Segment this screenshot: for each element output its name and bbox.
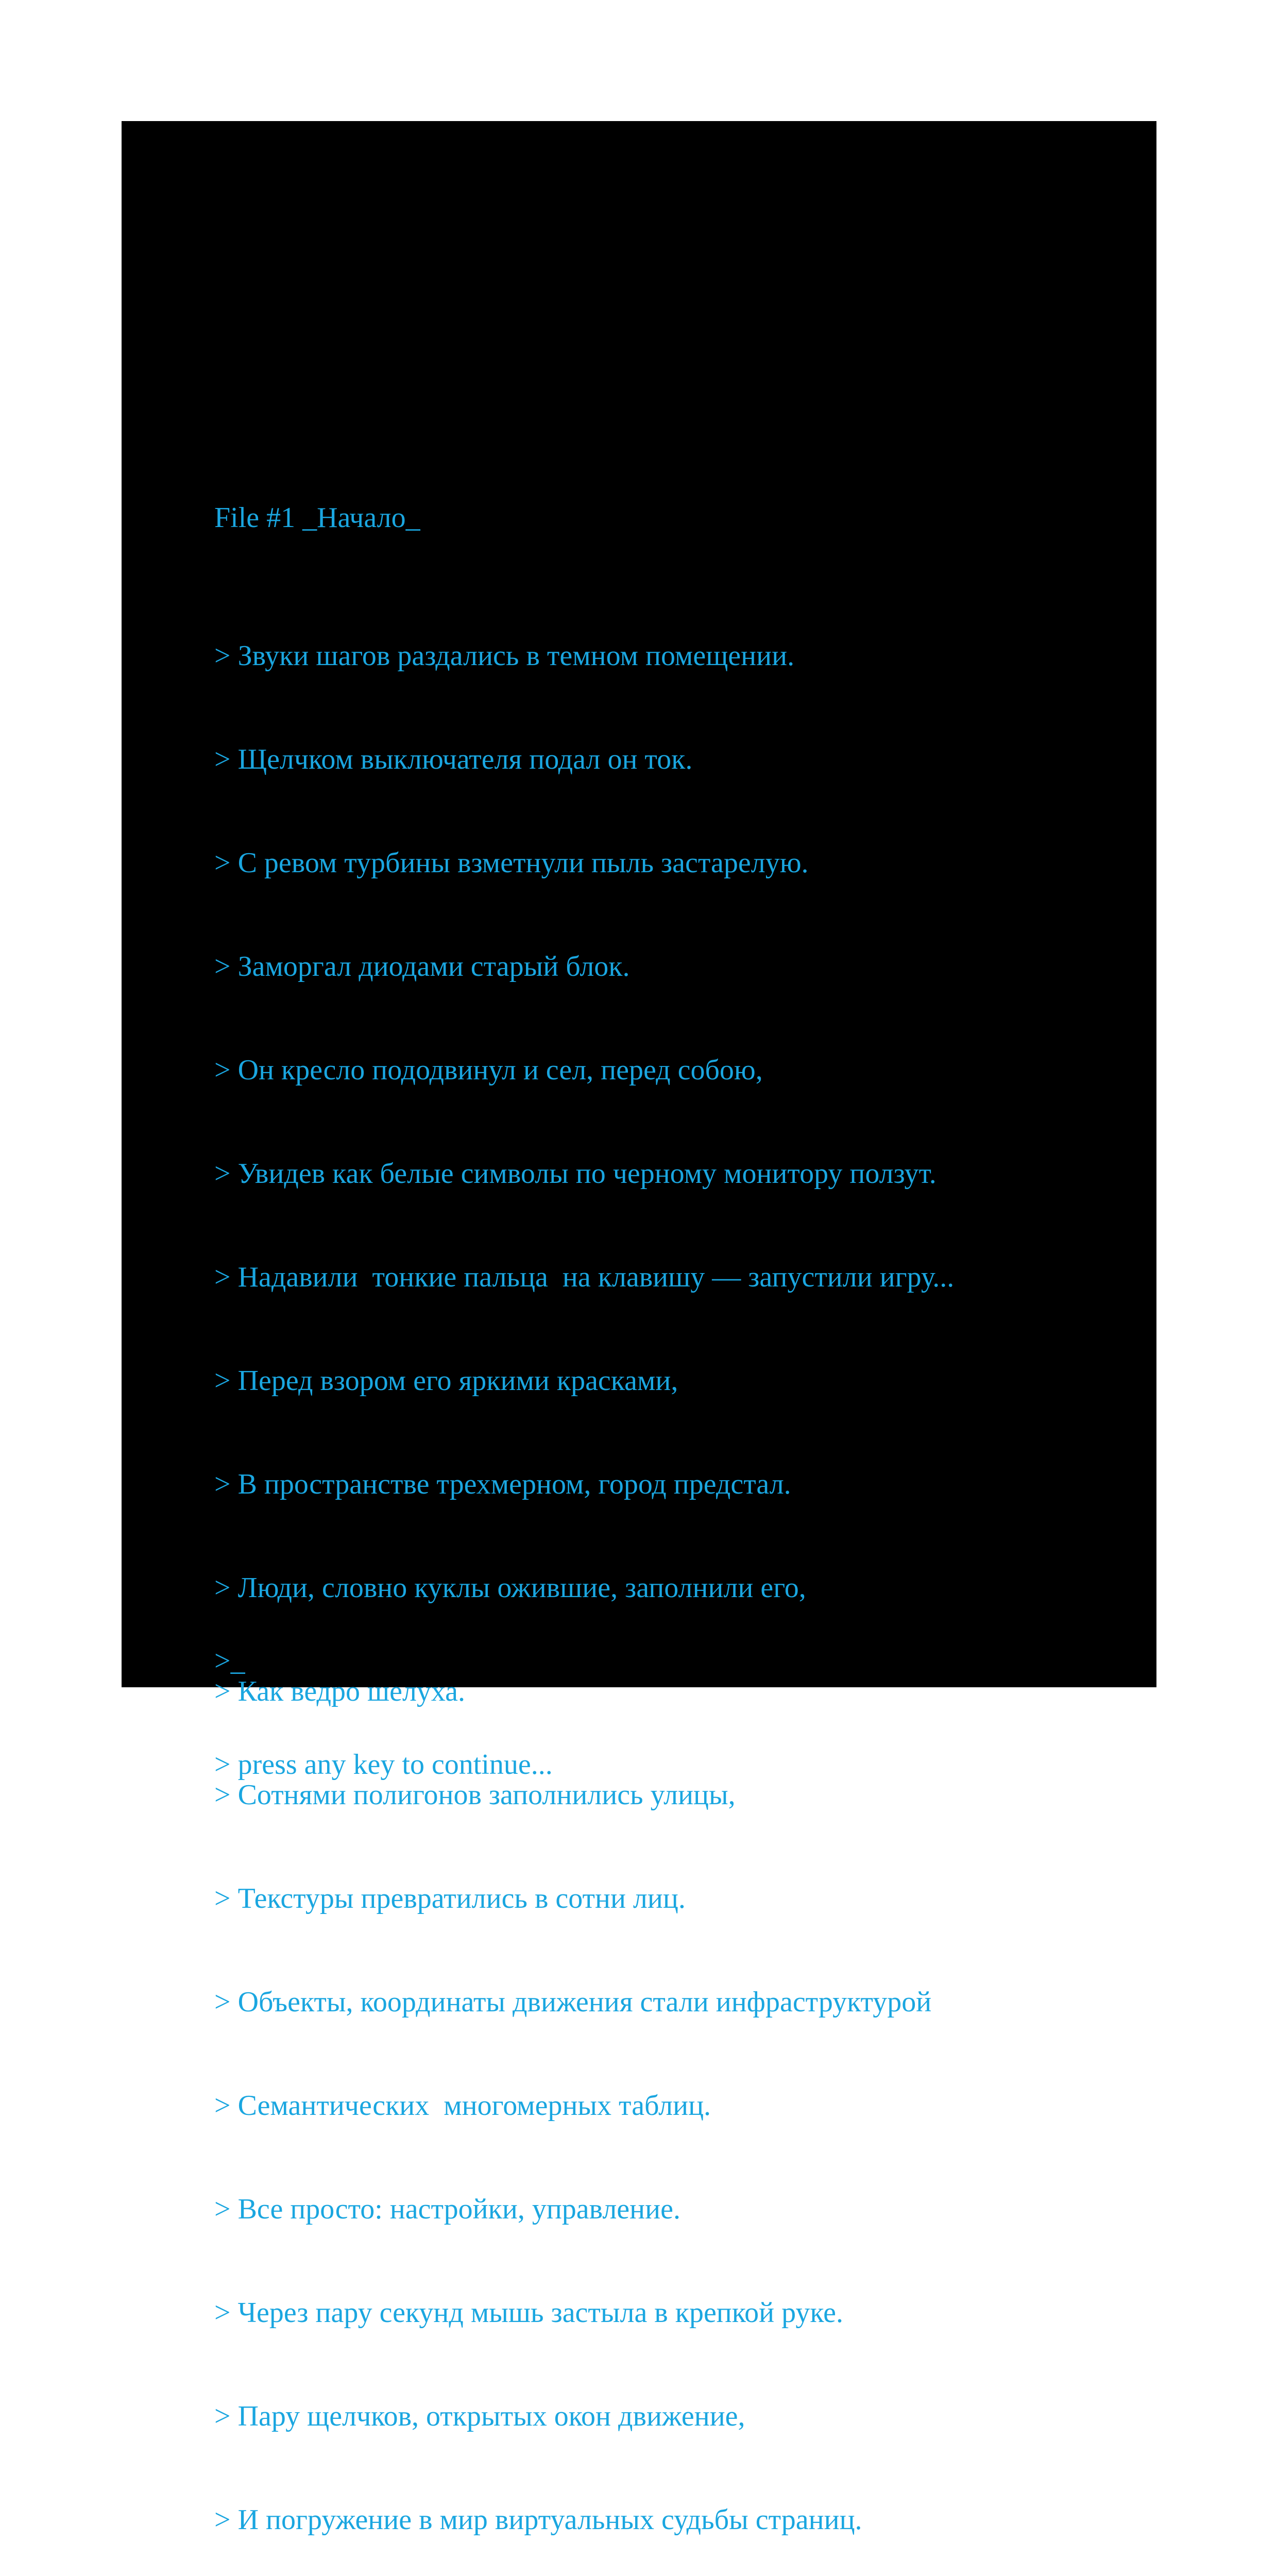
prompt-block: [214, 1575, 553, 1851]
poem-line: > Сотнями полигонов заполнились улицы,: [214, 1779, 736, 1811]
poem-line: > Увидев как белые символы по черному монитору ползут.: [214, 1158, 937, 1190]
poem-line: > Звуки шагов раздались в темном помещении.: [214, 640, 795, 672]
poem-line: > Объекты, координаты движения стали инфраструктурой: [214, 1986, 932, 2018]
poem-line: > Он кресло пододвинул и сел, перед собою,: [214, 1054, 763, 1086]
poem-line: > Надавили тонкие пальца на клавишу — запустили игру...: [214, 1261, 955, 1293]
poem-line: > С ревом турбины взметнули пыль застарелую.: [214, 847, 809, 879]
poem-line: > Пару щелчков, открытых окон движение,: [214, 2400, 745, 2432]
terminal-screen: [122, 121, 1156, 2536]
poem-line: > И погружение в мир виртуальных судьбы страниц.: [214, 2504, 862, 2536]
poem-line: > Семантических многомерных таблиц.: [214, 2090, 711, 2122]
poem-line: > Как ведро шелуха.: [214, 1675, 466, 1707]
poem-line: > Через пару секунд мышь застыла в крепкой руке.: [214, 2297, 844, 2329]
command-prompt-cursor[interactable]: >_: [214, 1645, 245, 1677]
poem-line: > Все просто: настройки, управление.: [214, 2193, 680, 2225]
poem-line: > Заморгал диодами старый блок.: [214, 951, 630, 982]
poem-lines: [214, 570, 954, 2576]
poem-line: > Текстуры превратились в сотни лиц.: [214, 1883, 686, 1914]
poem-line: > В пространстве трехмерном, город предстал.: [214, 1468, 791, 1500]
poem-line: > Люди, словно куклы ожившие, заполнили его,: [214, 1572, 806, 1604]
poem-line: > Перед взором его яркими красками,: [214, 1365, 678, 1397]
poem-line: > Щелчком выключателя подал он ток.: [214, 743, 693, 775]
file-title: File #1 _Начало_: [214, 502, 420, 534]
press-any-key-prompt[interactable]: > press any key to continue...: [214, 1749, 553, 1781]
